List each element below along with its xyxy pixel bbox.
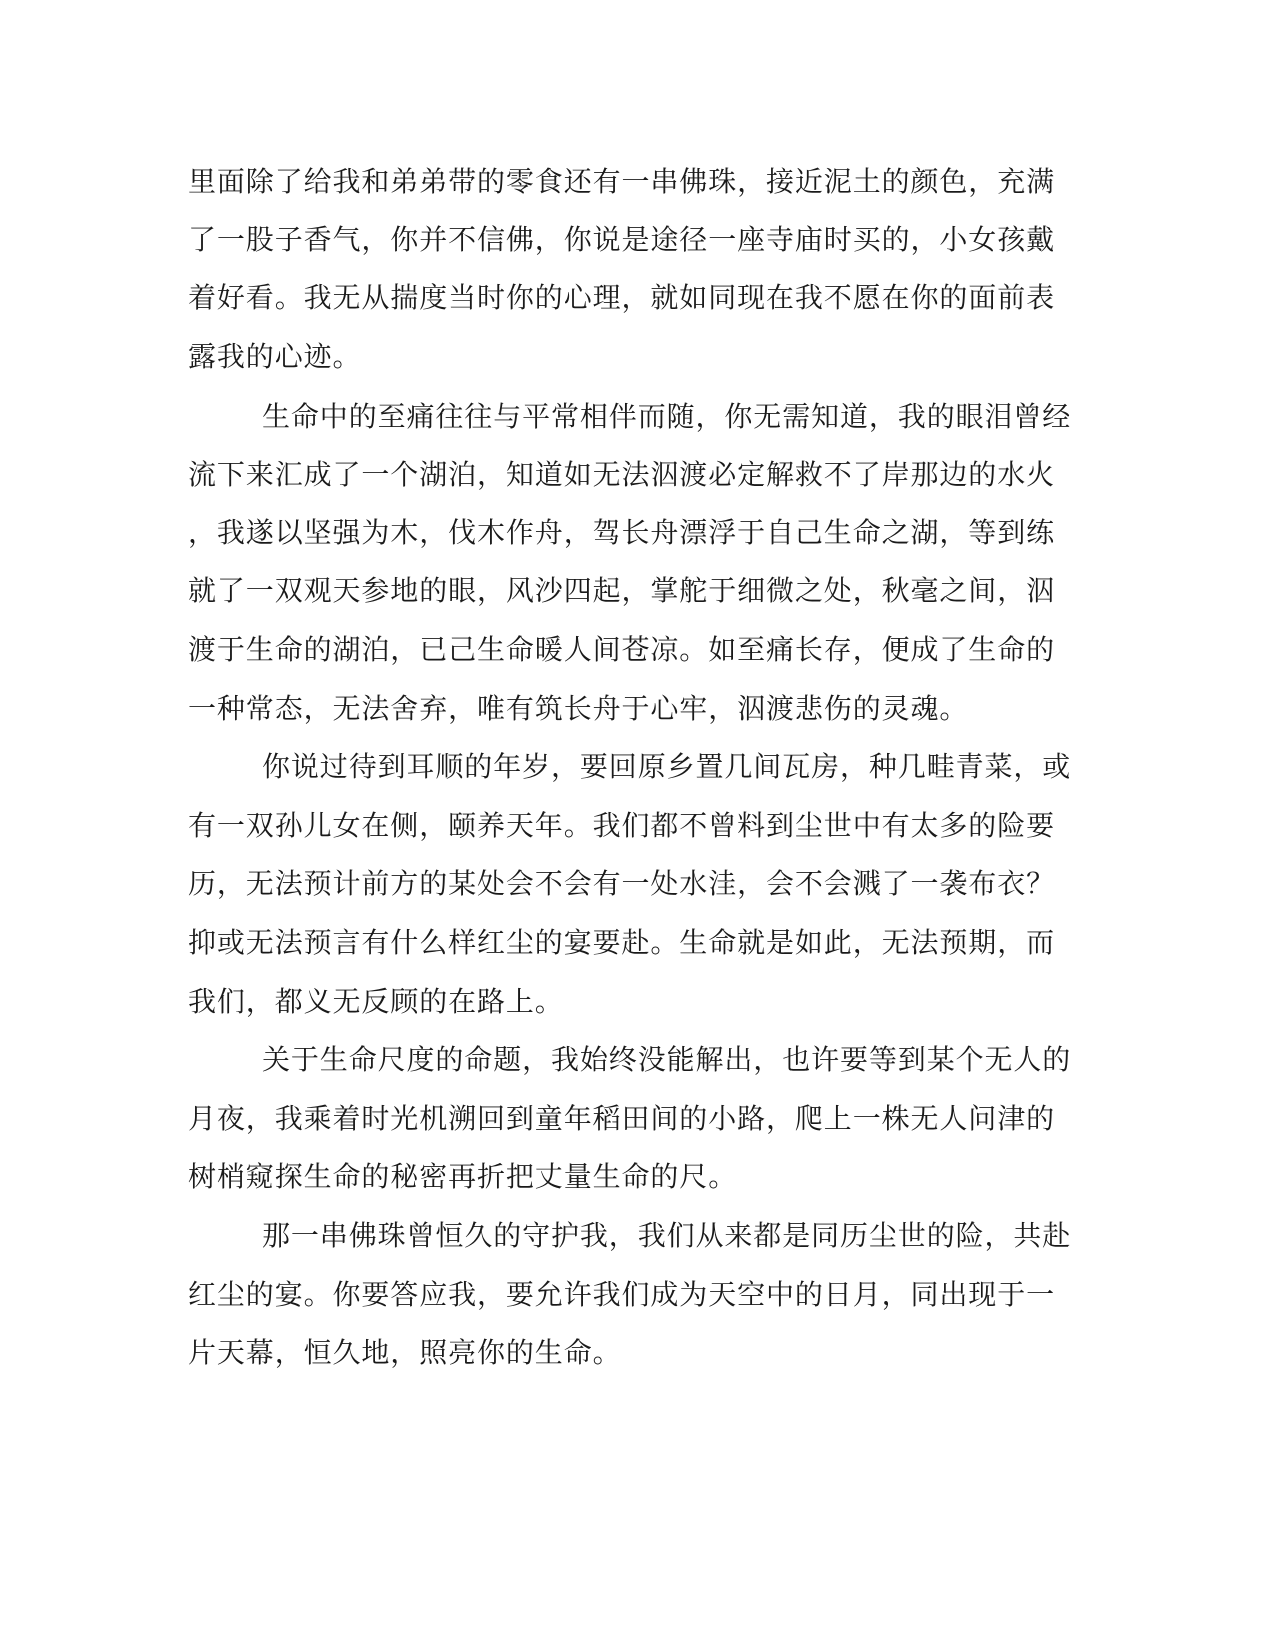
paragraph-2-line-3: ，我遂以坚强为木，伐木作舟，驾长舟漂浮于自己生命之湖，等到练 [188,516,1056,549]
paragraph-3-line-2: 有一双孙儿女在侧，颐养天年。我们都不曾料到尘世中有太多的险要 [188,809,1056,842]
paragraph-3-line-3: 历，无法预计前方的某处会不会有一处水洼，会不会溅了一袭布衣？ [188,867,1056,900]
paragraph-2-line-2: 流下来汇成了一个湖泊，知道如无法泅渡必定解救不了岸那边的水火 [188,458,1056,491]
paragraph-5-line-1: 那一串佛珠曾恒久的守护我，我们从来都是同历尘世的险，共赴 [262,1219,1072,1252]
paragraph-3-line-1: 你说过待到耳顺的年岁，要回原乡置几间瓦房，种几畦青菜，或 [262,750,1072,783]
paragraph-1-line-4: 露我的心迹。 [188,340,362,373]
paragraph-1-line-3: 着好看。我无从揣度当时你的心理，就如同现在我不愿在你的面前表 [188,281,1056,314]
paragraph-2-line-1: 生命中的至痛往往与平常相伴而随，你无需知道，我的眼泪曾经 [262,400,1072,433]
paragraph-4-line-1: 关于生命尺度的命题，我始终没能解出，也许要等到某个无人的 [262,1043,1072,1076]
paragraph-5-line-3: 片天幕，恒久地，照亮你的生命。 [188,1336,622,1369]
paragraph-5-line-2: 红尘的宴。你要答应我，要允许我们成为天空中的日月，同出现于一 [188,1278,1056,1311]
paragraph-4-line-3: 树梢窥探生命的秘密再折把丈量生命的尺。 [188,1160,738,1193]
paragraph-1-line-1: 里面除了给我和弟弟带的零食还有一串佛珠，接近泥土的颜色，充满 [188,165,1056,198]
paragraph-3-line-5: 我们，都义无反顾的在路上。 [188,985,564,1018]
paragraph-2-line-5: 渡于生命的湖泊，已己生命暖人间苍凉。如至痛长存，便成了生命的 [188,633,1056,666]
paragraph-1-line-2: 了一股子香气，你并不信佛，你说是途径一座寺庙时买的，小女孩戴 [188,223,1056,256]
paragraph-3-line-4: 抑或无法预言有什么样红尘的宴要赴。生命就是如此，无法预期，而 [188,926,1056,959]
paragraph-2-line-6: 一种常态，无法舍弃，唯有筑长舟于心牢，泅渡悲伤的灵魂。 [188,692,969,725]
paragraph-4-line-2: 月夜，我乘着时光机溯回到童年稻田间的小路，爬上一株无人问津的 [188,1102,1056,1135]
paragraph-2-line-4: 就了一双观天参地的眼，风沙四起，掌舵于细微之处，秋毫之间，泅 [188,574,1056,607]
